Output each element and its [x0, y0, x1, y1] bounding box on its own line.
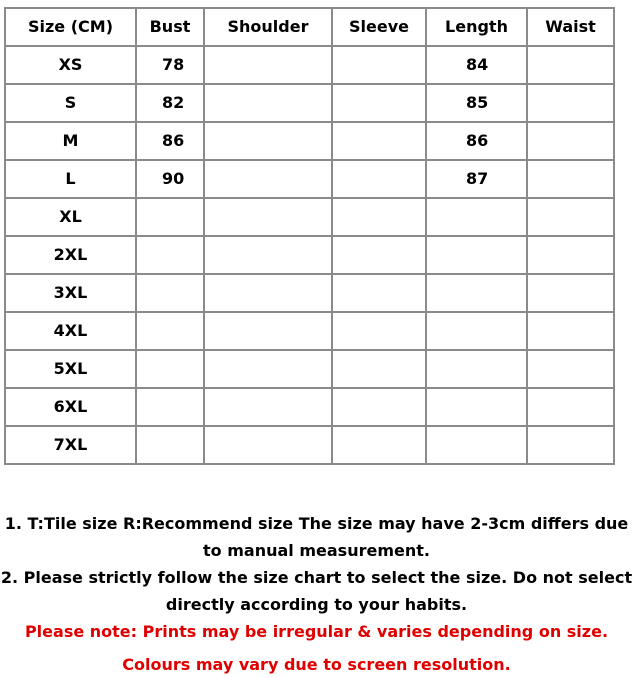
cell-size: 4XL [5, 312, 136, 350]
cell-bust: 90 [136, 160, 204, 198]
cell-shoulder [204, 426, 332, 464]
warning-colours: Colours may vary due to screen resolution. [122, 655, 511, 674]
cell-sleeve [332, 84, 426, 122]
table-row [5, 160, 614, 198]
cell-length [426, 388, 527, 426]
cell-bust [136, 274, 204, 312]
table-row [5, 122, 614, 160]
size-chart-table [4, 7, 615, 465]
table-row [5, 236, 614, 274]
cell-size: XS [5, 46, 136, 84]
cell-waist [527, 122, 614, 160]
cell-waist [527, 84, 614, 122]
cell-size: M [5, 122, 136, 160]
table-row [5, 388, 614, 426]
cell-waist [527, 160, 614, 198]
size-chart-body [5, 46, 614, 464]
cell-length: 85 [426, 84, 527, 122]
cell-bust: 82 [136, 84, 204, 122]
cell-waist [527, 236, 614, 274]
cell-length: 87 [426, 160, 527, 198]
table-row [5, 350, 614, 388]
cell-bust [136, 426, 204, 464]
cell-sleeve [332, 198, 426, 236]
cell-length: 84 [426, 46, 527, 84]
note-2-line-1: 2. Please strictly follow the size chart to select the size. Do not select [0, 568, 633, 587]
cell-size: XL [5, 198, 136, 236]
cell-sleeve [332, 236, 426, 274]
table-row [5, 198, 614, 236]
header-size: Size (CM) [5, 8, 136, 46]
table-row [5, 426, 614, 464]
cell-waist [527, 312, 614, 350]
cell-size: 5XL [5, 350, 136, 388]
cell-shoulder [204, 122, 332, 160]
cell-length: 86 [426, 122, 527, 160]
cell-size: 3XL [5, 274, 136, 312]
header-bust: Bust [136, 8, 204, 46]
cell-size: S [5, 84, 136, 122]
table-header-row [5, 8, 614, 46]
cell-bust [136, 198, 204, 236]
size-notes [0, 510, 633, 678]
cell-length [426, 350, 527, 388]
cell-bust [136, 350, 204, 388]
header-waist: Waist [527, 8, 614, 46]
cell-shoulder [204, 350, 332, 388]
cell-size: 7XL [5, 426, 136, 464]
cell-bust: 78 [136, 46, 204, 84]
table-row [5, 274, 614, 312]
note-1-line-1: 1. T:Tile size R:Recommend size The size may have 2-3cm differs due [4, 514, 629, 533]
table-row [5, 46, 614, 84]
cell-waist [527, 426, 614, 464]
cell-shoulder [204, 388, 332, 426]
cell-shoulder [204, 84, 332, 122]
cell-sleeve [332, 350, 426, 388]
cell-size: L [5, 160, 136, 198]
header-length: Length [426, 8, 527, 46]
cell-length [426, 274, 527, 312]
cell-shoulder [204, 46, 332, 84]
cell-length [426, 198, 527, 236]
cell-length [426, 426, 527, 464]
cell-sleeve [332, 122, 426, 160]
cell-sleeve [332, 160, 426, 198]
header-shoulder: Shoulder [204, 8, 332, 46]
cell-length [426, 236, 527, 274]
warning-prints: Please note: Prints may be irregular & varies depending on size. [24, 622, 609, 641]
header-sleeve: Sleeve [332, 8, 426, 46]
cell-shoulder [204, 160, 332, 198]
cell-waist [527, 46, 614, 84]
cell-bust: 86 [136, 122, 204, 160]
table-row [5, 312, 614, 350]
cell-sleeve [332, 426, 426, 464]
table-row [5, 84, 614, 122]
cell-shoulder [204, 236, 332, 274]
cell-sleeve [332, 274, 426, 312]
cell-sleeve [332, 388, 426, 426]
cell-sleeve [332, 46, 426, 84]
note-1-line-2: to manual measurement. [203, 541, 430, 560]
cell-size: 6XL [5, 388, 136, 426]
cell-shoulder [204, 198, 332, 236]
cell-waist [527, 350, 614, 388]
note-2-line-2: directly according to your habits. [165, 595, 468, 614]
cell-waist [527, 274, 614, 312]
cell-length [426, 312, 527, 350]
cell-bust [136, 312, 204, 350]
cell-shoulder [204, 312, 332, 350]
cell-shoulder [204, 274, 332, 312]
cell-bust [136, 388, 204, 426]
cell-size: 2XL [5, 236, 136, 274]
cell-waist [527, 388, 614, 426]
cell-sleeve [332, 312, 426, 350]
cell-waist [527, 198, 614, 236]
cell-bust [136, 236, 204, 274]
